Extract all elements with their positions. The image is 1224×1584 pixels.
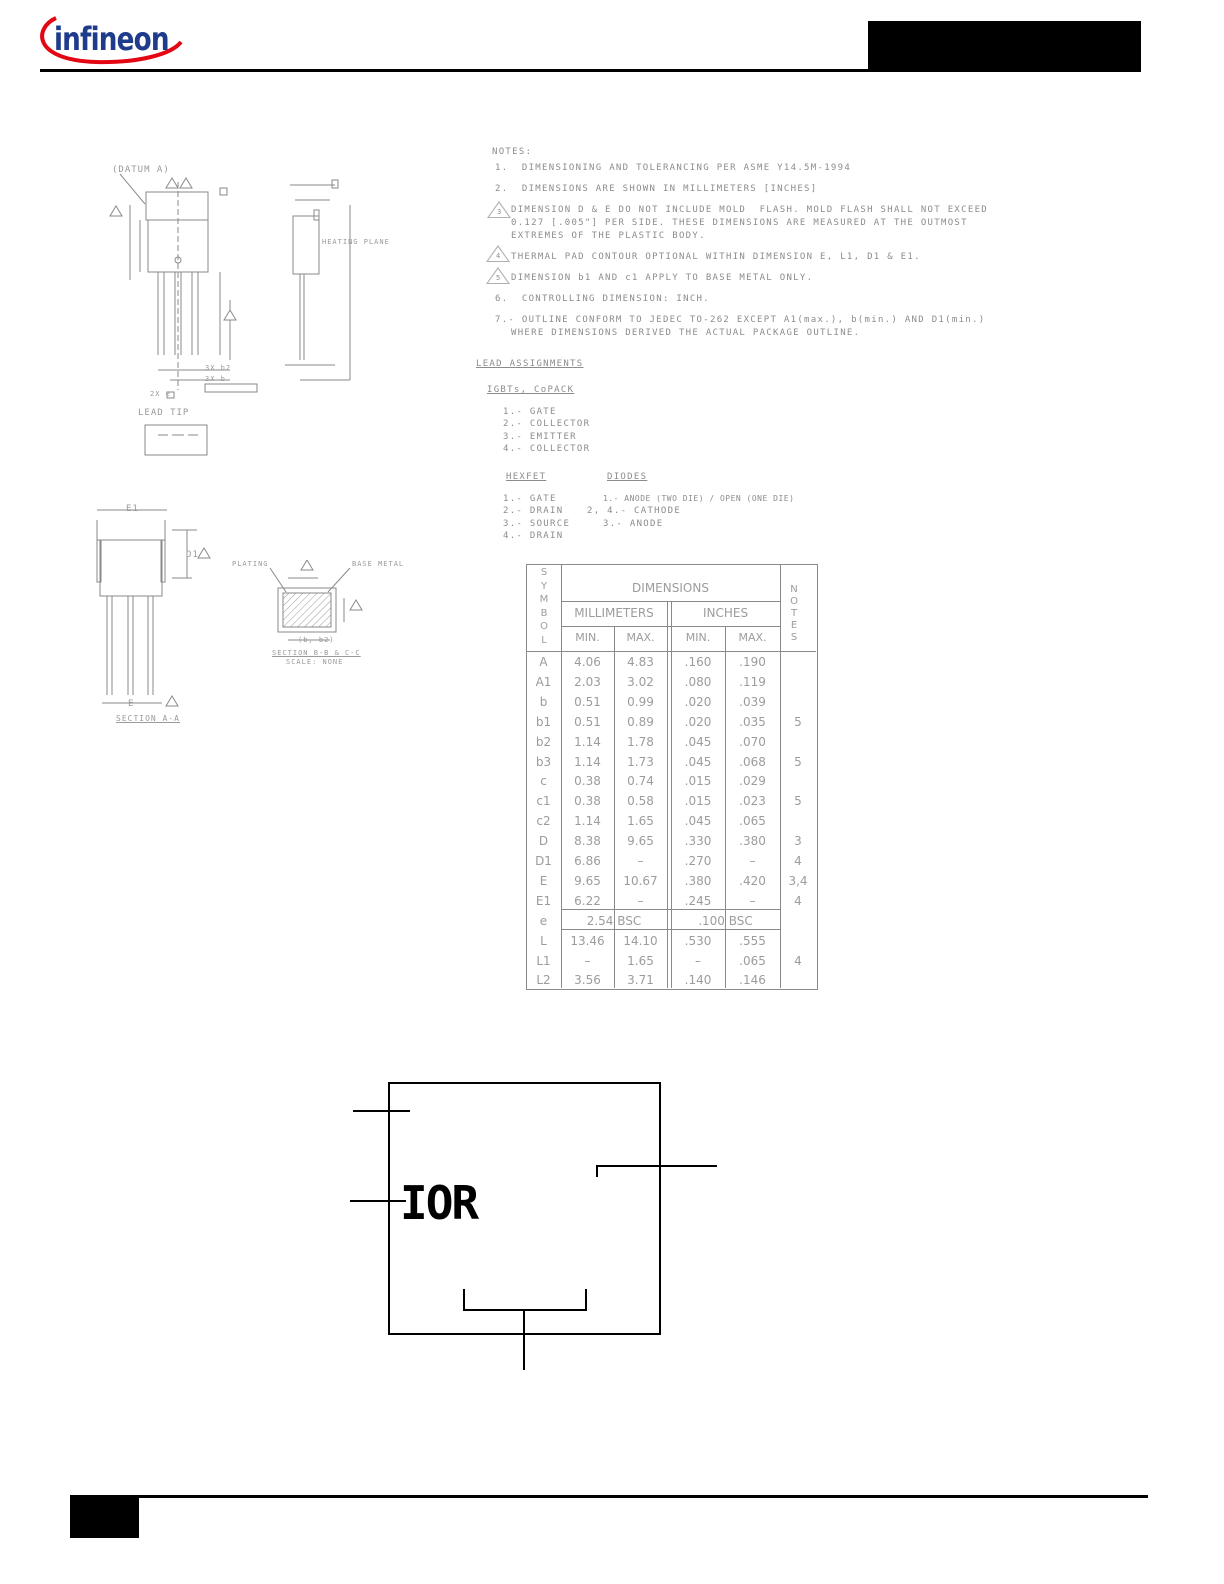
table-cell-mm-min: 0.38: [574, 774, 601, 789]
in-max-header: MAX.: [738, 631, 767, 644]
table-cell-sym: b3: [535, 754, 552, 769]
table-row: [526, 653, 816, 672]
table-cell-sym: E1: [535, 893, 552, 908]
hexfet-lead-1: 1.- GATE: [503, 494, 557, 504]
plating-label: PLATING: [232, 560, 269, 568]
table-cell-mm-max: 1.65: [627, 953, 654, 968]
table-cell-sym: c1: [536, 794, 551, 809]
table-cell-in-max: .065: [739, 814, 766, 829]
table-cell-mm-max: 9.65: [627, 834, 654, 849]
e-label: E: [128, 699, 135, 709]
note-4: THERMAL PAD CONTOUR OPTIONAL WITHIN DIMENSION E, L1, D1 & E1.: [511, 252, 921, 262]
table-cell-mm-min: 0.51: [574, 714, 601, 729]
table-row: [526, 852, 816, 871]
table-row: [526, 673, 816, 692]
table-cell-mm-min: 4.06: [574, 655, 601, 669]
note-4-marker-num: 4: [496, 252, 502, 260]
table-cell-in-min: .015: [684, 794, 712, 809]
section-a-a-label: SECTION A-A: [116, 714, 180, 723]
note-7-line-2: WHERE DIMENSIONS DERIVED THE ACTUAL PACKAGE OUTLINE.: [511, 328, 861, 338]
diode-lead-1: 1.- ANODE (TWO DIE) / OPEN (ONE DIE): [603, 494, 795, 503]
symbol-header-letter: Y: [540, 580, 548, 592]
table-cell-in-min: .020: [684, 714, 712, 729]
table-row: [526, 872, 816, 891]
table-cell-sym: A: [539, 655, 548, 669]
table-cell-in-min: –: [695, 953, 701, 968]
table-cell-mm-min: 6.22: [574, 893, 601, 908]
note-3-line-2: 0.127 [.005"] PER SIDE. THESE DIMENSIONS ARE MEASURED AT THE OUTMOST: [511, 218, 968, 228]
table-cell-sym: b2: [535, 734, 552, 749]
d1-label: D1: [186, 550, 199, 560]
table-cell-sym: D1: [535, 854, 552, 868]
diode-lead-2: 2, 4.- CATHODE: [587, 506, 682, 516]
table-cell-mm-max: 14.10: [623, 933, 658, 948]
table-cell-mm-min: 0.38: [574, 794, 601, 809]
lead-assignments-title: LEAD ASSIGNMENTS: [476, 359, 584, 369]
leader-line-top-left: [353, 1110, 410, 1112]
table-cell-in-max: .068: [739, 754, 766, 769]
bracket-bottom: [463, 1309, 587, 1311]
symbol-header: [538, 566, 550, 647]
hexfet-lead-3: 3.- SOURCE: [503, 519, 571, 529]
table-cell-mm-min: 9.65: [574, 873, 601, 888]
symbol-header-letter: M: [539, 594, 549, 605]
package-front-side-drawing: [100, 160, 370, 470]
table-cell-in-min: .045: [684, 734, 712, 749]
table-cell-mm-max: 4.83: [627, 655, 654, 669]
heating-plane-label: HEATING PLANE: [322, 238, 390, 246]
table-cell-note: 3: [794, 834, 802, 849]
table-cell-in-min: .380: [684, 873, 712, 888]
table-cell-mm-bsc: 2.54 BSC: [586, 913, 642, 928]
table-row: [526, 971, 816, 990]
notes-header-letter: E: [790, 620, 798, 631]
table-cell-sym: e: [539, 913, 548, 928]
table-cell-in-max: .555: [739, 933, 766, 948]
lead-tip-label: LEAD TIP: [138, 408, 190, 418]
leader-tick-right: [596, 1165, 598, 1177]
diodes-title: DIODES: [607, 472, 648, 482]
table-cell-mm-max: 1.65: [627, 814, 654, 829]
table-cell-sym: E: [539, 873, 548, 888]
table-cell-in-min: .530: [684, 933, 712, 948]
table-cell-mm-min: 8.38: [574, 834, 601, 849]
note-1: 1. DIMENSIONING AND TOLERANCING PER ASME Y14.5M-1994: [495, 163, 852, 173]
b-b2-label: (b, b2): [298, 636, 335, 644]
notes-header: [788, 584, 800, 644]
table-row: [526, 912, 816, 931]
table-cell-in-min: .160: [684, 655, 712, 669]
table-cell-mm-max: –: [637, 893, 644, 908]
table-cell-mm-min: 2.03: [574, 674, 601, 689]
table-cell-mm-max: 0.89: [627, 714, 654, 729]
table-cell-mm-min: 6.86: [574, 854, 601, 868]
table-cell-mm-max: 10.67: [623, 873, 658, 888]
mm-min-header: MIN.: [575, 631, 600, 644]
igbt-lead-1: 1.- GATE: [503, 407, 557, 417]
mm-max-header: MAX.: [626, 631, 655, 644]
two-x-e-label: 2X e: [150, 390, 171, 398]
note-2: 2. DIMENSIONS ARE SHOWN IN MILLIMETERS [INCHES]: [495, 184, 818, 194]
hexfet-lead-4: 4.- DRAIN: [503, 531, 564, 541]
table-cell-in-min: .080: [684, 674, 712, 689]
in-min-header: MIN.: [685, 631, 711, 644]
table-cell-mm-min: 1.14: [574, 734, 601, 749]
inches-header: INCHES: [702, 606, 749, 620]
table-cell-mm-min: 0.51: [574, 694, 601, 709]
ior-logo: IOR: [400, 1176, 478, 1230]
table-cell-sym: D: [538, 834, 549, 849]
table-cell-in-min: .020: [684, 694, 712, 709]
table-cell-in-min: .045: [684, 754, 712, 769]
table-cell-mm-min: 3.56: [574, 973, 601, 988]
table-cell-in-min: .140: [684, 973, 712, 988]
footer-rule: [70, 1495, 1148, 1498]
scale-label: SCALE: NONE: [286, 658, 344, 666]
note-3-line-1: DIMENSION D & E DO NOT INCLUDE MOLD FLASH. MOLD FLASH SHALL NOT EXCEED: [511, 205, 989, 215]
table-cell-mm-min: –: [584, 953, 591, 968]
table-cell-note: 3,4: [788, 873, 808, 888]
igbt-title: IGBTs, CoPACK: [487, 385, 575, 395]
notes-header-letter: S: [790, 632, 798, 643]
three-x-b2-label: 3X b2: [205, 364, 232, 372]
leader-line-logo: [350, 1200, 406, 1202]
table-cell-in-max: .039: [739, 694, 766, 709]
table-cell-in-min: .330: [684, 834, 712, 849]
table-cell-in-min: .270: [684, 854, 712, 868]
leader-line-bottom: [523, 1310, 525, 1370]
notes-header-letter: O: [790, 596, 798, 607]
table-cell-sym: A1: [535, 674, 552, 689]
table-cell-in-max: .380: [739, 834, 766, 849]
table-cell-in-min: .245: [684, 893, 712, 908]
leader-line-right: [596, 1165, 717, 1167]
dimensions-table: [526, 564, 818, 990]
table-row: [526, 772, 816, 791]
igbt-lead-3: 3.- EMITTER: [503, 432, 577, 442]
notes-title: NOTES:: [492, 147, 533, 157]
header-black-bar: [868, 21, 1141, 72]
table-cell-mm-min: 1.14: [574, 754, 601, 769]
table-cell-mm-max: 0.58: [627, 794, 654, 809]
table-cell-in-min: .015: [684, 774, 712, 789]
three-x-b-label: 3X b: [205, 375, 226, 383]
table-cell-in-max: .146: [739, 973, 766, 988]
base-metal-label: BASE METAL: [352, 560, 405, 568]
table-cell-in-bsc: .100 BSC: [698, 913, 753, 928]
note-7-line-1: 7.- OUTLINE CONFORM TO JEDEC TO-262 EXCEPT A1(max.), b(min.) AND D1(min.): [495, 315, 986, 325]
symbol-header-letter: O: [540, 621, 548, 632]
table-cell-mm-max: 3.02: [627, 674, 654, 689]
table-cell-note: 4: [794, 893, 802, 908]
symbol-header-letter: L: [541, 634, 547, 646]
table-cell-sym: c: [540, 774, 547, 789]
datum-label: (DATUM A): [112, 165, 170, 175]
table-cell-mm-min: 1.14: [574, 814, 601, 829]
table-row: [526, 812, 816, 831]
bracket-left: [463, 1289, 465, 1310]
table-cell-note: 5: [794, 754, 802, 769]
table-row: [526, 832, 816, 851]
table-cell-sym: L2: [536, 973, 551, 988]
igbt-lead-4: 4.- COLLECTOR: [503, 444, 591, 454]
note-5: DIMENSION b1 AND c1 APPLY TO BASE METAL ONLY.: [511, 273, 814, 283]
e1-label: E1: [126, 504, 139, 514]
table-cell-in-max: .023: [739, 794, 766, 809]
table-cell-mm-max: 0.74: [627, 774, 654, 789]
table-row: [526, 693, 816, 712]
table-cell-in-max: .065: [739, 953, 766, 968]
notes-header-letter: T: [790, 608, 798, 619]
table-cell-mm-max: 1.78: [627, 734, 654, 749]
millimeters-header: MILLIMETERS: [574, 606, 654, 620]
table-cell-in-max: .119: [739, 674, 766, 689]
table-row: [526, 952, 816, 971]
note-5-marker-num: 5: [496, 274, 502, 282]
table-cell-in-max: .035: [739, 714, 766, 729]
table-cell-sym: c2: [536, 814, 551, 829]
table-cell-in-max: –: [749, 854, 756, 868]
section-b-b-label: SECTION B-B & C-C: [272, 649, 361, 657]
table-cell-sym: L1: [536, 953, 551, 968]
table-row: [526, 733, 816, 752]
table-cell-note: 4: [794, 953, 802, 968]
table-row: [526, 932, 816, 951]
table-row: [526, 792, 816, 811]
table-cell-mm-max: 0.99: [627, 694, 654, 709]
infineon-logo: [36, 10, 186, 70]
note-3-marker-num: 3: [497, 208, 503, 216]
table-cell-mm-min: 13.46: [570, 933, 605, 948]
hexfet-lead-2: 2.- DRAIN: [503, 506, 564, 516]
notes-header-letter: N: [790, 584, 798, 595]
table-cell-note: 5: [794, 794, 802, 809]
table-cell-mm-max: 1.73: [627, 754, 654, 769]
table-cell-in-max: .420: [739, 873, 766, 888]
note-3-line-3: EXTREMES OF THE PLASTIC BODY.: [511, 231, 706, 241]
section-a-a-drawing: [92, 500, 212, 715]
diode-lead-3: 3.- ANODE: [603, 519, 664, 529]
table-cell-sym: L: [540, 933, 547, 948]
table-cell-note: 5: [794, 714, 802, 729]
table-cell-in-min: .045: [684, 814, 712, 829]
note-6: 6. CONTROLLING DIMENSION: INCH.: [495, 294, 710, 304]
symbol-header-letter: S: [540, 567, 548, 578]
table-cell-mm-max: 3.71: [627, 973, 654, 988]
symbol-header-letter: B: [540, 607, 548, 619]
table-cell-in-max: .029: [739, 774, 766, 789]
footer-page-box: [70, 1496, 139, 1538]
table-cell-in-max: –: [749, 893, 756, 908]
hexfet-title: HEXFET: [506, 472, 547, 482]
bracket-right: [585, 1289, 587, 1310]
table-cell-in-max: .190: [739, 655, 766, 669]
table-row: [526, 713, 816, 732]
table-cell-in-max: .070: [739, 734, 766, 749]
table-row: [526, 892, 816, 911]
table-cell-note: 4: [794, 854, 802, 868]
table-cell-sym: b: [539, 694, 548, 709]
table-row: [526, 753, 816, 772]
dimensions-header: DIMENSIONS: [632, 581, 709, 595]
brand-name: infineon: [54, 20, 169, 58]
table-cell-sym: b1: [535, 714, 552, 729]
table-cell-mm-max: –: [637, 854, 644, 868]
igbt-lead-2: 2.- COLLECTOR: [503, 419, 591, 429]
